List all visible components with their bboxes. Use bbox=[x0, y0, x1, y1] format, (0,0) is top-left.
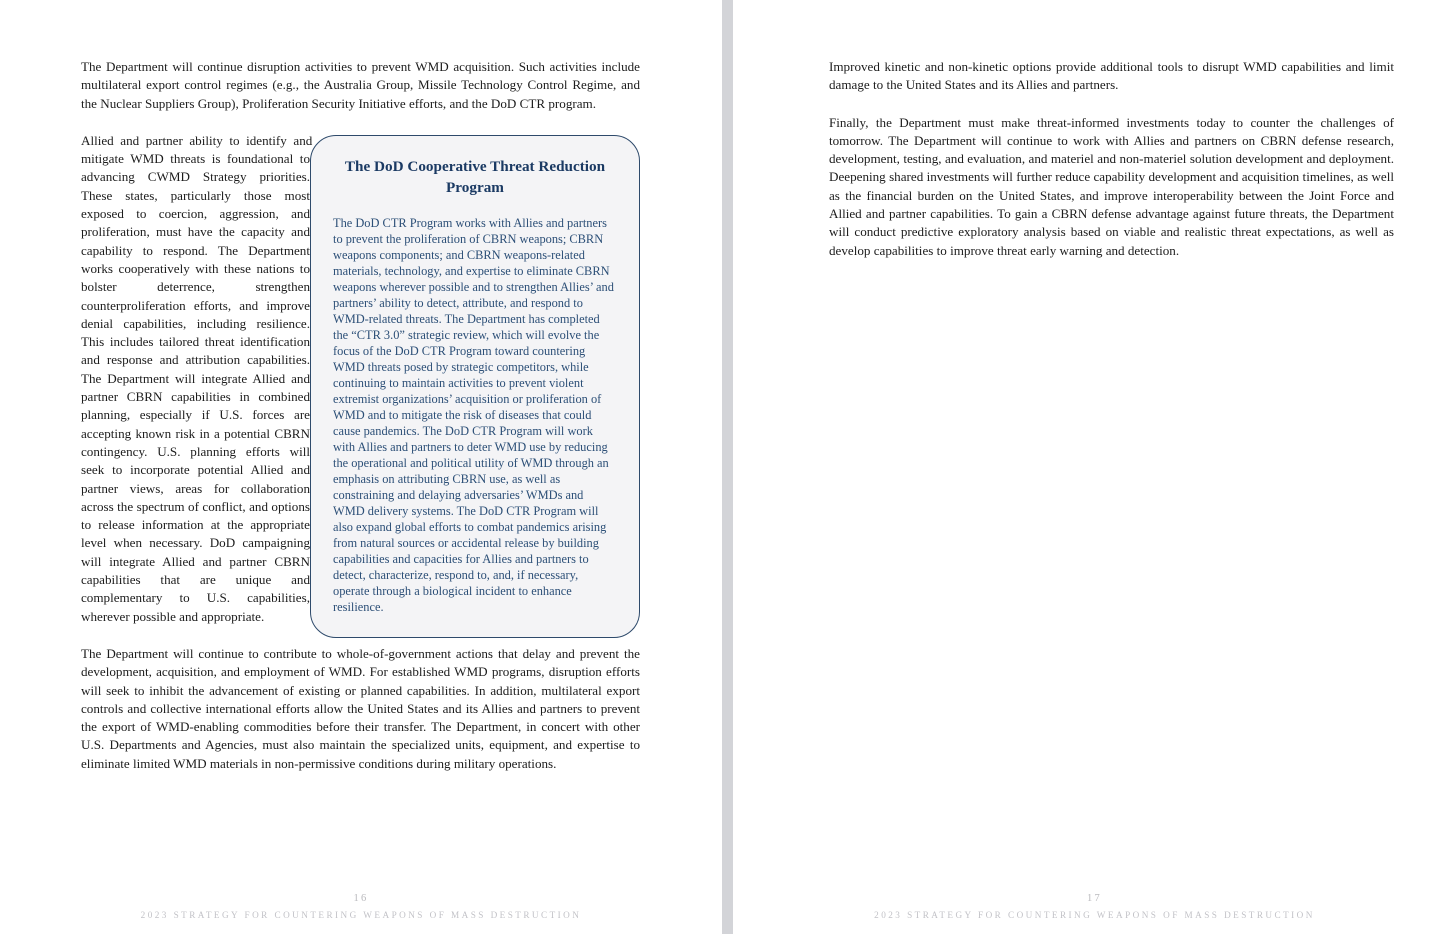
paragraph: Allied and partner ability to identify and mitigate WMD threats is foundational to advancing CWMD Strategy priorities. These states, particularly those most exposed to coercion, aggression, and proliferation, must have the capacity and capability to respond. The Department works cooperatively with these nations to bolster deterrence, strengthen counterproliferation efforts, and improve denial capabilities, including resilience. This includes tailored threat identification and response and attribution capabilities. The Department will integrate Allied and partner CBRN capabilities in combined planning, especially if U.S. forces are accepting known risk in a potential CBRN contingency. U.S. planning efforts will seek to incorporate potential Allied and partner views, areas for collaboration across the spectrum of conflict, and options to release information at the appropriate level when necessary. DoD campaigning will integrate Allied and partner CBRN capabilities that are unique and complementary to U.S. capabilities, wherever possible and appropriate. bbox=[81, 132, 313, 624]
page-left-footer bbox=[0, 893, 722, 920]
page-right bbox=[733, 0, 1456, 934]
paragraph: The Department will continue disruption activities to prevent WMD acquisition. Such activities include multilateral export control regimes (e.g., the Australia Group, Missile Technology Control Regime, and the Nuclear Suppliers Group), Proliferation Security Initiative efforts, and the DoD CTR program. bbox=[81, 59, 640, 111]
page-left bbox=[0, 0, 722, 934]
callout-title: The DoD Cooperative Threat Reduction Program bbox=[344, 157, 606, 196]
page-gutter-divider bbox=[722, 0, 733, 934]
footer-document-title: 2023 STRATEGY FOR COUNTERING WEAPONS OF MASS DESTRUCTION bbox=[140, 910, 582, 920]
paragraph: Improved kinetic and non-kinetic options provide additional tools to disrupt WMD capabilities and limit damage to the United States and its Allies and partners. bbox=[829, 59, 1394, 93]
page-number: 16 bbox=[353, 893, 369, 904]
paragraph: Finally, the Department must make threat-informed investments today to counter the challenges of tomorrow. The Department will continue to work with Allies and partners on CBRN defense research, development, testing, and evaluation, and materiel and non-materiel solution development and deployment. Deepening shared investments will further reduce capability development and acquisition timelines, as well as the financial burden on the United States, and improve interoperability between the Joint Force and Allied and partner capabilities. To gain a CBRN defense advantage against future threats, the Department will conduct predictive exploratory analysis based on viable and realistic threat expectations, as well as develop capabilities to improve threat early warning and detection. bbox=[829, 114, 1394, 258]
footer-document-title: 2023 STRATEGY FOR COUNTERING WEAPONS OF MASS DESTRUCTION bbox=[874, 910, 1315, 920]
page-right-content bbox=[829, 58, 1394, 260]
page-number: 17 bbox=[1087, 893, 1102, 904]
paragraph: The Department will continue to contribute to whole-of-government actions that delay and prevent the development, acquisition, and employment of WMD. For established WMD programs, disruption efforts will seek to inhibit the advancement of existing or planned capabilities. In addition, multilateral export controls and collective international efforts allow the United States and its Allies and partners to prevent the export of WMD-enabling commodities before their transfer. The Department, in concert with other U.S. Departments and Agencies, must also maintain the specialized units, equipment, and expertise to eliminate limited WMD materials in non-permissive conditions during military operations. bbox=[81, 645, 640, 771]
page-right-footer bbox=[733, 893, 1456, 920]
callout-box-ctr-program bbox=[310, 135, 640, 638]
callout-body: The DoD CTR Program works with Allies and partners to prevent the proliferation of CBRN weapons; CBRN weapons components; and CBRN weapons-related materials, technology, and expertise to eliminate CBRN weapons wherever possible and to strengthen Allies’ and partners’ ability to detect, attribute, and respond to WMD-related threats. The Department has completed the “CTR 3.0” strategic review, which will evolve the focus of the DoD CTR Program toward countering WMD threats posed by strategic competitors, while continuing to maintain activities to prevent violent extremist organizations’ acquisition or proliferation of WMD and to mitigate the risk of diseases that could cause pandemics. The DoD CTR Program will work with Allies and partners to deter WMD use by reducing the operational and political utility of WMD through an emphasis on attributing CBRN use, as well as constraining and delaying adversaries’ WMDs and WMD delivery systems. The DoD CTR Program will also expand global efforts to combat pandemics arising from natural sources or accidental release by building capabilities and capacities for Allies and partners to detect, characterize, respond to, and, if necessary, operate through a biological incident to enhance resilience. bbox=[333, 215, 614, 614]
page-left-content bbox=[81, 58, 640, 773]
